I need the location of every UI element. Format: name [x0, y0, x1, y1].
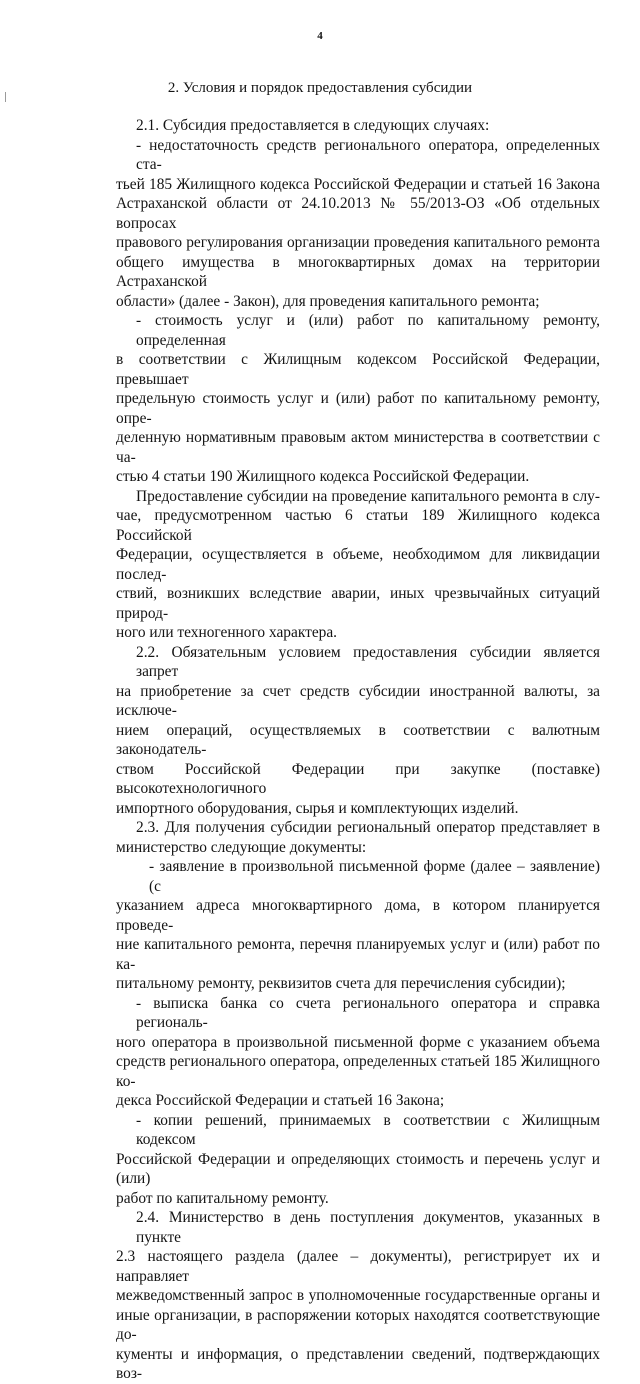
text-line: на приобретение за счет средств субсидии иностранной валюты, за исключе-	[116, 682, 600, 719]
text-line: кументы и информация, о представлении сведений, подтверждающих воз-	[116, 1345, 600, 1382]
text-line: ствий, возникших вследствие аварии, иных чрезвычайных ситуаций природ-	[116, 585, 600, 622]
text-line: области» (далее - Закон), для проведения капитального ремонта;	[116, 292, 540, 310]
text-line: иные организации, в распоряжении которых находятся соответствующие до-	[116, 1306, 600, 1343]
text-line: тьей 185 Жилищного кодекса Российской Федерации и статьей 16 Закона	[116, 175, 600, 193]
text-line: Предоставление субсидии на проведение капитального ремонта в слу-	[136, 487, 600, 505]
text-line: деленную нормативным правовым актом министерства в соответствии с ча-	[116, 429, 600, 466]
text-line: 2.4. Министерство в день поступления документов, указанных в пункте	[136, 1209, 600, 1246]
text-line: стью 4 статьи 190 Жилищного кодекса Российской Федерации.	[116, 468, 530, 485]
text-line: 2.2. Обязательным условием предоставления субсидии является запрет	[136, 643, 600, 680]
text-line: министерство следующие документы:	[116, 838, 367, 856]
text-line: в соответствии с Жилищным кодексом Российской Федерации, превышает	[116, 351, 600, 388]
text-line: Астраханской области от 24.10.2013 № 55/2013-ОЗ «Об отдельных вопросах	[116, 195, 600, 232]
text-line: общего имущества в многоквартирных домах на территории Астраханской	[116, 253, 600, 290]
text-line: - стоимость услуг и (или) работ по капитальному ремонту, определенная	[136, 312, 600, 349]
text-line: импортного оборудования, сырья и комплектующих изделий.	[116, 799, 519, 817]
text-line: указанием адреса многоквартирного дома, в котором планируется проведе-	[116, 897, 600, 934]
text-line: декса Российской Федерации и статьей 16 Закона;	[116, 1092, 445, 1109]
text-line: чае, предусмотренном частью 6 статьи 189 Жилищного кодекса Российской	[116, 507, 600, 544]
text-line: ного или техногенного характера.	[116, 624, 338, 641]
text-line: Российской Федерации и определяющих стоимость и перечень услуг и (или)	[116, 1150, 600, 1187]
text-line: Федерации, осуществляется в объеме, необходимом для ликвидации послед-	[116, 546, 600, 583]
body-text	[116, 116, 600, 1384]
text-line: - выписка банка со счета регионального оператора и справка региональ-	[136, 994, 600, 1031]
text-line: ние капитального ремонта, перечня планируемых услуг и (или) работ по ка-	[116, 936, 600, 973]
text-line: ного оператора в произвольной письменной форме с указанием объема	[116, 1033, 600, 1051]
text-line: 2.3. Для получения субсидии региональный оператор представляет в	[136, 819, 600, 836]
text-line: нием операций, осуществляемых в соответствии с валютным законодатель-	[116, 721, 600, 758]
text-line: 2.1. Субсидия предоставляется в следующих случаях:	[136, 117, 490, 134]
text-line: - недостаточность средств регионального оператора, определенных ста-	[136, 136, 600, 173]
text-line: - копии решений, принимаемых в соответствии с Жилищным кодексом	[136, 1111, 600, 1148]
page-number: 4	[317, 30, 323, 42]
text-line: работ по капитальному ремонту.	[116, 1189, 329, 1207]
text-line: правового регулирования организации проведения капитального ремонта	[116, 234, 600, 251]
text-line: межведомственный запрос в уполномоченные государственные органы и	[116, 1287, 600, 1304]
text-line: ством Российской Федерации при закупке (поставке) высокотехнологичного	[116, 760, 600, 797]
text-line: питальному ремонту, реквизитов счета для перечисления субсидии);	[116, 975, 566, 992]
text-line: - заявление в произвольной письменной форме (далее – заявление) (с	[149, 858, 600, 895]
text-line: средств регионального оператора, определенных статьей 185 Жилищного ко-	[116, 1053, 600, 1090]
text-line: 2.3 настоящего раздела (далее – документы), регистрирует их и направляет	[116, 1248, 600, 1285]
section-title: 2. Условия и порядок предоставления субсидии	[167, 80, 473, 96]
text-line: предельную стоимость услуг и (или) работ по капитальному ремонту, опре-	[116, 390, 600, 427]
